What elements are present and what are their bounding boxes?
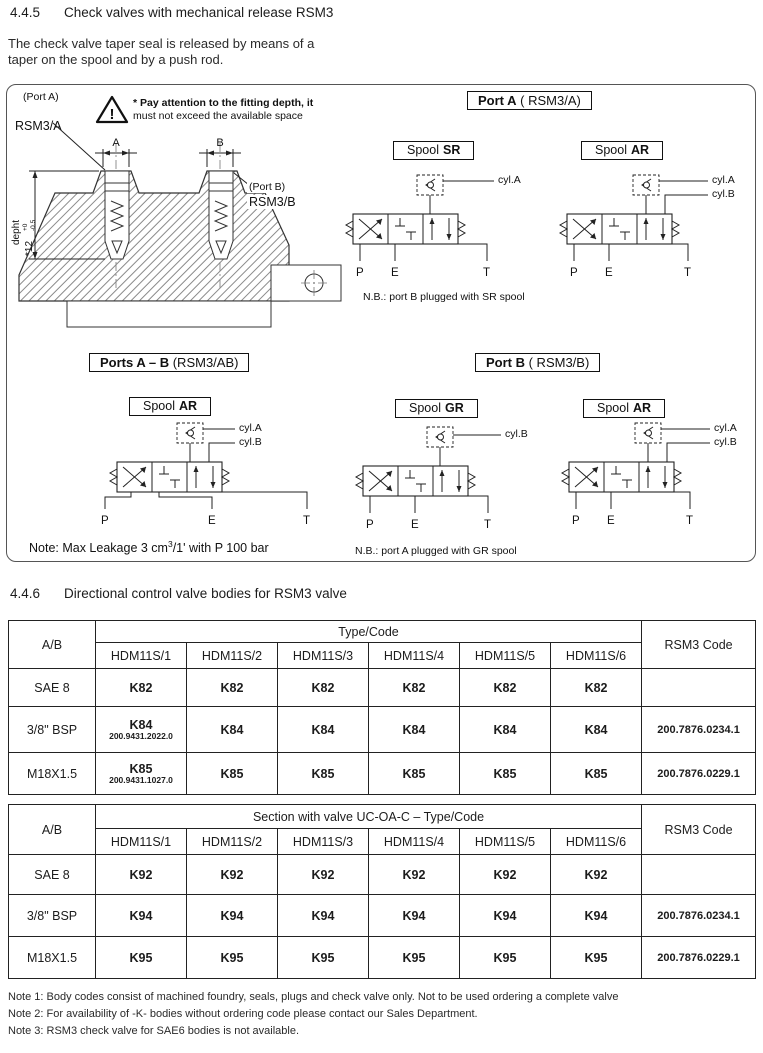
cell: K84	[369, 707, 460, 753]
cell: K82	[187, 669, 278, 707]
cyl-b-label: cyl.B	[712, 188, 735, 200]
leader-port-a	[53, 123, 105, 170]
cell: K95	[369, 937, 460, 979]
row-header: M18X1.5	[9, 937, 96, 979]
leakage-note	[29, 539, 269, 555]
col-header: HDM11S/6	[551, 643, 642, 669]
bore-b	[209, 171, 233, 259]
col-header: HDM11S/2	[187, 829, 278, 855]
section-446-title: Directional control valve bodies for RSM3 valve	[64, 586, 347, 601]
port-e-label: E	[605, 267, 613, 279]
col-header: HDM11S/5	[460, 829, 551, 855]
port-t-label: T	[484, 519, 492, 531]
table-row	[9, 805, 756, 829]
cell-code: K84	[129, 718, 153, 732]
cell-subcode: 200.9431.2022.0	[109, 731, 173, 741]
svg-text:+0: +0	[22, 223, 29, 231]
leakage-note-sup: 3	[167, 539, 173, 549]
port-p-label: P	[572, 515, 580, 527]
cell-code: K85	[129, 762, 153, 776]
cell: K85	[278, 753, 369, 795]
valve-symbol-ar	[77, 417, 317, 517]
group-header: Type/Code	[96, 621, 642, 643]
svg-text:!: !	[109, 106, 115, 123]
intro-line-1: The check valve taper seal is released by means of a	[8, 36, 315, 51]
col-header-ab: A/B	[9, 621, 96, 669]
warning-line-1: * Pay attention to the fitting depth, it	[133, 97, 314, 109]
cell-rsm3: 200.7876.0234.1	[642, 707, 756, 753]
ports-ab-header-rest: (RSM3/AB)	[169, 355, 239, 370]
spool-word: Spool	[143, 399, 175, 413]
cell: K82	[551, 669, 642, 707]
cyl-b-label: cyl.B	[714, 436, 737, 448]
spool-ar-header-left	[129, 397, 211, 416]
port-e-label: E	[607, 515, 615, 527]
spool-word: Spool	[595, 143, 627, 157]
port-e-label: E	[391, 267, 399, 279]
spool-word: Spool	[409, 401, 441, 415]
spool-ar-code: AR	[178, 399, 198, 413]
leakage-note-pre: Note: Max Leakage 3 cm	[29, 541, 168, 556]
spool-ar-code: AR	[632, 401, 652, 415]
table-row	[9, 669, 756, 707]
cell-rsm3	[642, 669, 756, 707]
valve-symbol-sr	[339, 169, 499, 269]
cell: K94	[96, 895, 187, 937]
cell: K82	[369, 669, 460, 707]
cell-rsm3: 200.7876.0229.1	[642, 753, 756, 795]
table-section-codes	[8, 804, 756, 979]
port-t-label: T	[303, 515, 311, 527]
col-header: HDM11S/4	[369, 643, 460, 669]
port-b-header	[475, 353, 600, 372]
spool-sr-code: SR	[442, 143, 461, 157]
port-t-label: T	[483, 267, 491, 279]
cell: K94	[187, 895, 278, 937]
table-row	[9, 707, 756, 753]
cell: K85	[551, 753, 642, 795]
svg-text:depht: depht	[11, 219, 22, 245]
col-header: HDM11S/1	[96, 829, 187, 855]
spool-word: Spool	[407, 143, 439, 157]
leakage-note-post: /1' with P 100 bar	[172, 541, 269, 556]
cell: K85	[460, 753, 551, 795]
table-row	[9, 895, 756, 937]
spool-bar	[67, 301, 271, 327]
cross-section-drawing	[9, 113, 349, 368]
cell-rsm3: 200.7876.0229.1	[642, 937, 756, 979]
cell: K94	[369, 895, 460, 937]
svg-text:*12: *12	[24, 240, 35, 256]
cell: K82	[96, 669, 187, 707]
col-header-ab: A/B	[9, 805, 96, 855]
cell: K95	[96, 937, 187, 979]
cell: K94	[460, 895, 551, 937]
spool-word: Spool	[597, 401, 629, 415]
spool-ar-header-right	[583, 399, 665, 418]
section-445-title: Check valves with mechanical release RSM3	[64, 5, 334, 20]
warning-line-2: must not exceed the available space	[133, 110, 303, 122]
svg-text:B: B	[216, 137, 224, 149]
spool-sr-header	[393, 141, 474, 160]
col-header: HDM11S/1	[96, 643, 187, 669]
cell: K92	[460, 855, 551, 895]
col-header: HDM11S/6	[551, 829, 642, 855]
port-p-label: P	[356, 267, 364, 279]
cyl-b-label: cyl.B	[239, 436, 262, 448]
svg-text:-0.5: -0.5	[30, 219, 37, 231]
ports-ab-header	[89, 353, 249, 372]
spool-gr-code: GR	[444, 401, 464, 415]
port-p-label: P	[366, 519, 374, 531]
schematic-spool-ar-right	[547, 417, 757, 532]
cell: K95	[278, 937, 369, 979]
valve-symbol-gr	[343, 421, 508, 521]
row-header: 3/8" BSP	[9, 895, 96, 937]
cell: K84	[551, 707, 642, 753]
cell: K85	[369, 753, 460, 795]
cyl-a-label: cyl.A	[712, 174, 735, 186]
schematic-spool-sr	[339, 169, 544, 284]
cyl-a-label: cyl.A	[498, 174, 521, 186]
col-header-rsm3: RSM3 Code	[642, 621, 756, 669]
rsm3a-label: RSM3/A	[15, 119, 62, 133]
port-b-header-bold: Port B	[486, 355, 525, 370]
port-t-label: T	[686, 515, 694, 527]
port-b-callout: (Port B)	[249, 181, 286, 193]
nb-sr-note: N.B.: port B plugged with SR spool	[363, 291, 525, 303]
schematic-spool-gr	[343, 421, 548, 536]
intro-line-2: taper on the spool and by a push rod.	[8, 51, 224, 67]
diagram-frame	[6, 84, 756, 562]
col-header: HDM11S/3	[278, 829, 369, 855]
bore-a	[105, 171, 129, 259]
cell: K94	[551, 895, 642, 937]
port-p-label: P	[101, 515, 109, 527]
cell: K95	[551, 937, 642, 979]
section-446-number: 4.4.6	[10, 586, 41, 601]
cell: K95	[187, 937, 278, 979]
cell: K94	[278, 895, 369, 937]
note-1: Note 1: Body codes consist of machined foundry, seals, plugs and check valve only. Not to be used ordering a complete valve	[8, 991, 619, 1003]
svg-text:A: A	[112, 137, 120, 149]
schematic-spool-ar-top	[545, 169, 755, 284]
col-header: HDM11S/2	[187, 643, 278, 669]
valve-symbol-ar	[545, 169, 713, 269]
port-p-label: P	[570, 267, 578, 279]
spool-gr-header	[395, 399, 478, 418]
cell: K84	[187, 707, 278, 753]
cell-subcode: 200.9431.1027.0	[109, 775, 173, 785]
cell: K95	[460, 937, 551, 979]
schematic-spool-ar-left	[77, 417, 347, 532]
cyl-a-label: cyl.A	[714, 422, 737, 434]
port-t-label: T	[684, 267, 692, 279]
port-e-label: E	[411, 519, 419, 531]
cell: K92	[551, 855, 642, 895]
valve-symbol-ar	[547, 417, 715, 517]
cell: K92	[369, 855, 460, 895]
table-row	[9, 937, 756, 979]
group-header: Section with valve UC-OA-C – Type/Code	[96, 805, 642, 829]
port-a-callout: (Port A)	[23, 91, 59, 103]
section-445-number: 4.4.5	[10, 5, 41, 20]
table-row	[9, 621, 756, 643]
table-body-codes	[8, 620, 756, 795]
spool-ar-header-top	[581, 141, 663, 160]
cyl-a-label: cyl.A	[239, 422, 262, 434]
port-a-header	[467, 91, 592, 110]
row-header: 3/8" BSP	[9, 707, 96, 753]
col-header: HDM11S/5	[460, 643, 551, 669]
cell: K92	[187, 855, 278, 895]
col-header-rsm3: RSM3 Code	[642, 805, 756, 855]
intro-paragraph	[8, 36, 314, 67]
rsm3b-label: RSM3/B	[249, 195, 296, 209]
cell: K82	[460, 669, 551, 707]
spool-ar-code: AR	[630, 143, 650, 157]
cell: K85	[187, 753, 278, 795]
cell: K82	[278, 669, 369, 707]
port-a-header-rest: ( RSM3/A)	[516, 93, 581, 108]
col-header: HDM11S/4	[369, 829, 460, 855]
cell: K92	[278, 855, 369, 895]
cell: K92	[96, 855, 187, 895]
port-b-header-rest: ( RSM3/B)	[525, 355, 590, 370]
cell: K84	[278, 707, 369, 753]
port-e-label: E	[208, 515, 216, 527]
cell: K84	[460, 707, 551, 753]
note-2: Note 2: For availability of -K- bodies without ordering code please contact our Sales Department.	[8, 1008, 478, 1020]
row-header: SAE 8	[9, 855, 96, 895]
note-3: Note 3: RSM3 check valve for SAE6 bodies is not available.	[8, 1025, 300, 1037]
table-row	[9, 855, 756, 895]
nb-gr-note: N.B.: port A plugged with GR spool	[355, 545, 517, 557]
cell-rsm3	[642, 855, 756, 895]
cell-rsm3: 200.7876.0234.1	[642, 895, 756, 937]
ports-ab-header-bold: Ports A – B	[100, 355, 170, 370]
cell	[96, 707, 187, 753]
cyl-b-label: cyl.B	[505, 428, 528, 440]
col-header: HDM11S/3	[278, 643, 369, 669]
table-row	[9, 753, 756, 795]
cell	[96, 753, 187, 795]
row-header: M18X1.5	[9, 753, 96, 795]
port-a-header-bold: Port A	[478, 93, 517, 108]
row-header: SAE 8	[9, 669, 96, 707]
